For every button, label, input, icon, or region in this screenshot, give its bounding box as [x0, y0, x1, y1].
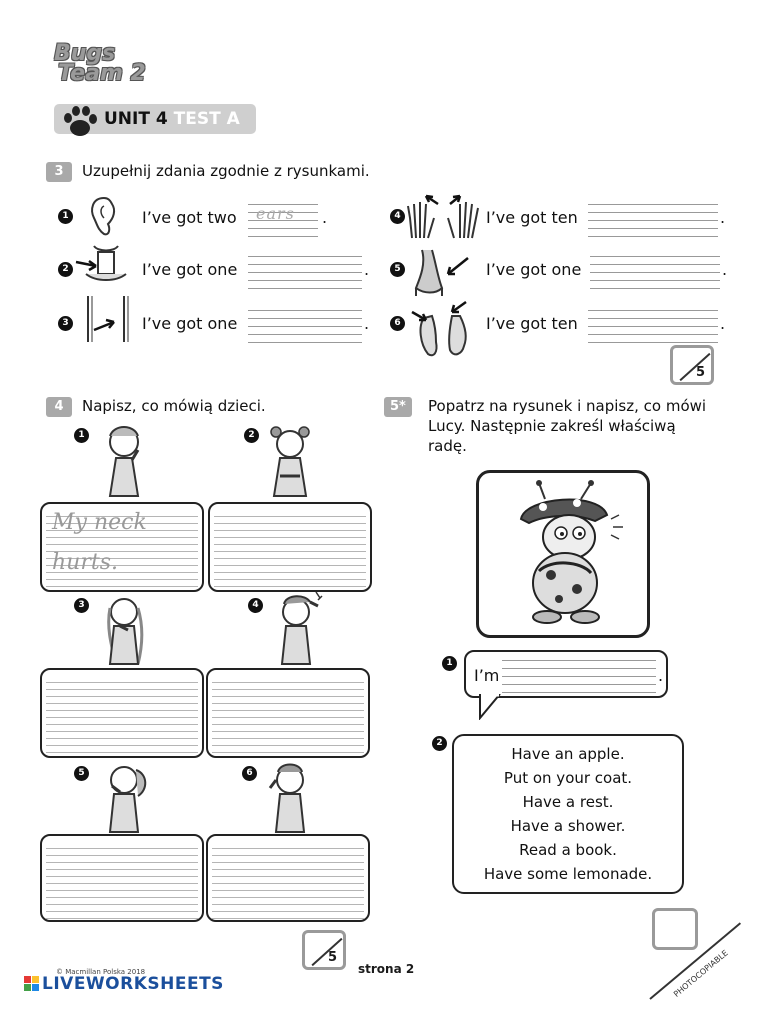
- exercise-5-number: 5*: [384, 397, 412, 417]
- example-answer-line-2: hurts.: [52, 550, 118, 575]
- answer-field-5[interactable]: [590, 256, 720, 289]
- exercise-3-instruction: Uzupełnij zdania zgodnie z rysunkami.: [82, 162, 370, 180]
- item-number: 4: [390, 209, 405, 224]
- logo-line-2: Team 2: [58, 61, 146, 86]
- writing-box-5[interactable]: [40, 834, 204, 922]
- sentence-4: I’ve got ten: [486, 208, 578, 227]
- writing-box-3[interactable]: [40, 668, 204, 758]
- exercise-4-instruction: Napisz, co mówią dzieci.: [82, 397, 266, 415]
- exercise-3-score-box[interactable]: [670, 345, 714, 385]
- kid-number: 6: [242, 766, 257, 781]
- sentence-3: I’ve got one: [142, 314, 238, 333]
- example-answer-line-1: My neck: [52, 510, 147, 535]
- kid-number: 5: [74, 766, 89, 781]
- item-number: 2: [58, 262, 73, 277]
- item-number: 2: [432, 736, 447, 751]
- test-label: TEST A: [173, 109, 240, 129]
- lucy-picture-frame: [476, 470, 650, 638]
- photocopiable-label: PHOTOCOPIABLE: [672, 948, 730, 999]
- fingers-icon: [404, 192, 484, 242]
- exercise-5-score-box[interactable]: [652, 908, 698, 950]
- sentence-1: I’ve got two: [142, 208, 237, 227]
- exercise-5-instruction-1: Popatrz na rysunek i napisz, co mówi: [428, 397, 707, 415]
- kid-number: 3: [74, 598, 89, 613]
- ear-icon: [84, 194, 124, 238]
- kid-number: 1: [74, 428, 89, 443]
- exercise-4-score-box[interactable]: [302, 930, 346, 970]
- unit-label: UNIT 4: [104, 109, 168, 129]
- exercise-4-number: 4: [46, 397, 72, 417]
- sentence-5: I’ve got one: [486, 260, 582, 279]
- sentence-6: I’ve got ten: [486, 314, 578, 333]
- exercise-5-instruction-2: Lucy. Następnie zakreśl właściwą: [428, 417, 676, 435]
- answer-field-6[interactable]: [588, 310, 718, 343]
- sentence-end: .: [722, 260, 728, 279]
- sentence-2: I’ve got one: [142, 260, 238, 279]
- advice-option[interactable]: Have a rest.: [522, 793, 614, 811]
- exercise-3-number: 3: [46, 162, 72, 182]
- writing-box-4[interactable]: [206, 668, 370, 758]
- answer-field-2[interactable]: [248, 256, 362, 289]
- sentence-end: .: [322, 208, 328, 227]
- advice-option[interactable]: Have a shower.: [510, 817, 626, 835]
- exercise-3-max-score: 5: [695, 365, 705, 380]
- sentence-end: .: [658, 666, 664, 685]
- writing-box-2[interactable]: [208, 502, 372, 592]
- exercise-5-instruction-3: radę.: [428, 437, 467, 455]
- nose-icon: [412, 244, 482, 298]
- child-sore-throat-icon: [92, 588, 162, 668]
- exercise-4-max-score: 5: [327, 950, 337, 965]
- kid-number: 2: [244, 428, 259, 443]
- liveworksheets-brand[interactable]: LIVEWORKSHEETS: [42, 974, 224, 994]
- item-number: 6: [390, 316, 405, 331]
- unit-banner: [54, 104, 256, 134]
- speech-bubble-tail: [478, 694, 502, 720]
- page-number: strona 2: [358, 962, 415, 976]
- child-headache-icon: [264, 588, 334, 668]
- sentence-end: .: [364, 314, 370, 333]
- advice-option[interactable]: Have some lemonade.: [483, 865, 653, 883]
- copyright: © Macmillan Polska 2018: [56, 968, 146, 976]
- ladybug-cold-icon: [495, 479, 635, 629]
- answer-text-1: ears: [256, 204, 295, 223]
- writing-box-6[interactable]: [206, 834, 370, 922]
- neck-icon: [72, 244, 136, 288]
- kid-number: 4: [248, 598, 263, 613]
- bubble-answer-field[interactable]: [502, 660, 656, 693]
- child-neck-pain-icon: [90, 420, 160, 500]
- item-number: 5: [390, 262, 405, 277]
- advice-option[interactable]: Have an apple.: [511, 745, 625, 763]
- answer-field-3[interactable]: [248, 310, 362, 343]
- advice-box: [452, 734, 684, 894]
- sentence-end: .: [364, 260, 370, 279]
- sentence-end: .: [720, 208, 726, 227]
- toes-icon: [408, 296, 482, 360]
- paw-icon: [60, 104, 100, 138]
- item-number: 3: [58, 316, 73, 331]
- advice-option[interactable]: Put on your coat.: [503, 769, 633, 787]
- advice-option[interactable]: Read a book.: [519, 841, 617, 859]
- child-stomach-ache-icon: [256, 420, 326, 500]
- liveworksheets-logo-icon: [24, 976, 40, 992]
- child-earache-icon: [256, 756, 326, 836]
- bubble-text: I’m: [474, 666, 500, 685]
- item-number: 1: [58, 209, 73, 224]
- bugs-team-logo: [54, 41, 164, 92]
- child-toothache-icon: [92, 756, 162, 836]
- logo-line-1: Bugs: [54, 41, 116, 66]
- back-icon: [80, 294, 136, 344]
- unit-title: [104, 109, 240, 129]
- item-number: 1: [442, 656, 457, 671]
- sentence-end: .: [720, 314, 726, 333]
- answer-field-4[interactable]: [588, 204, 718, 237]
